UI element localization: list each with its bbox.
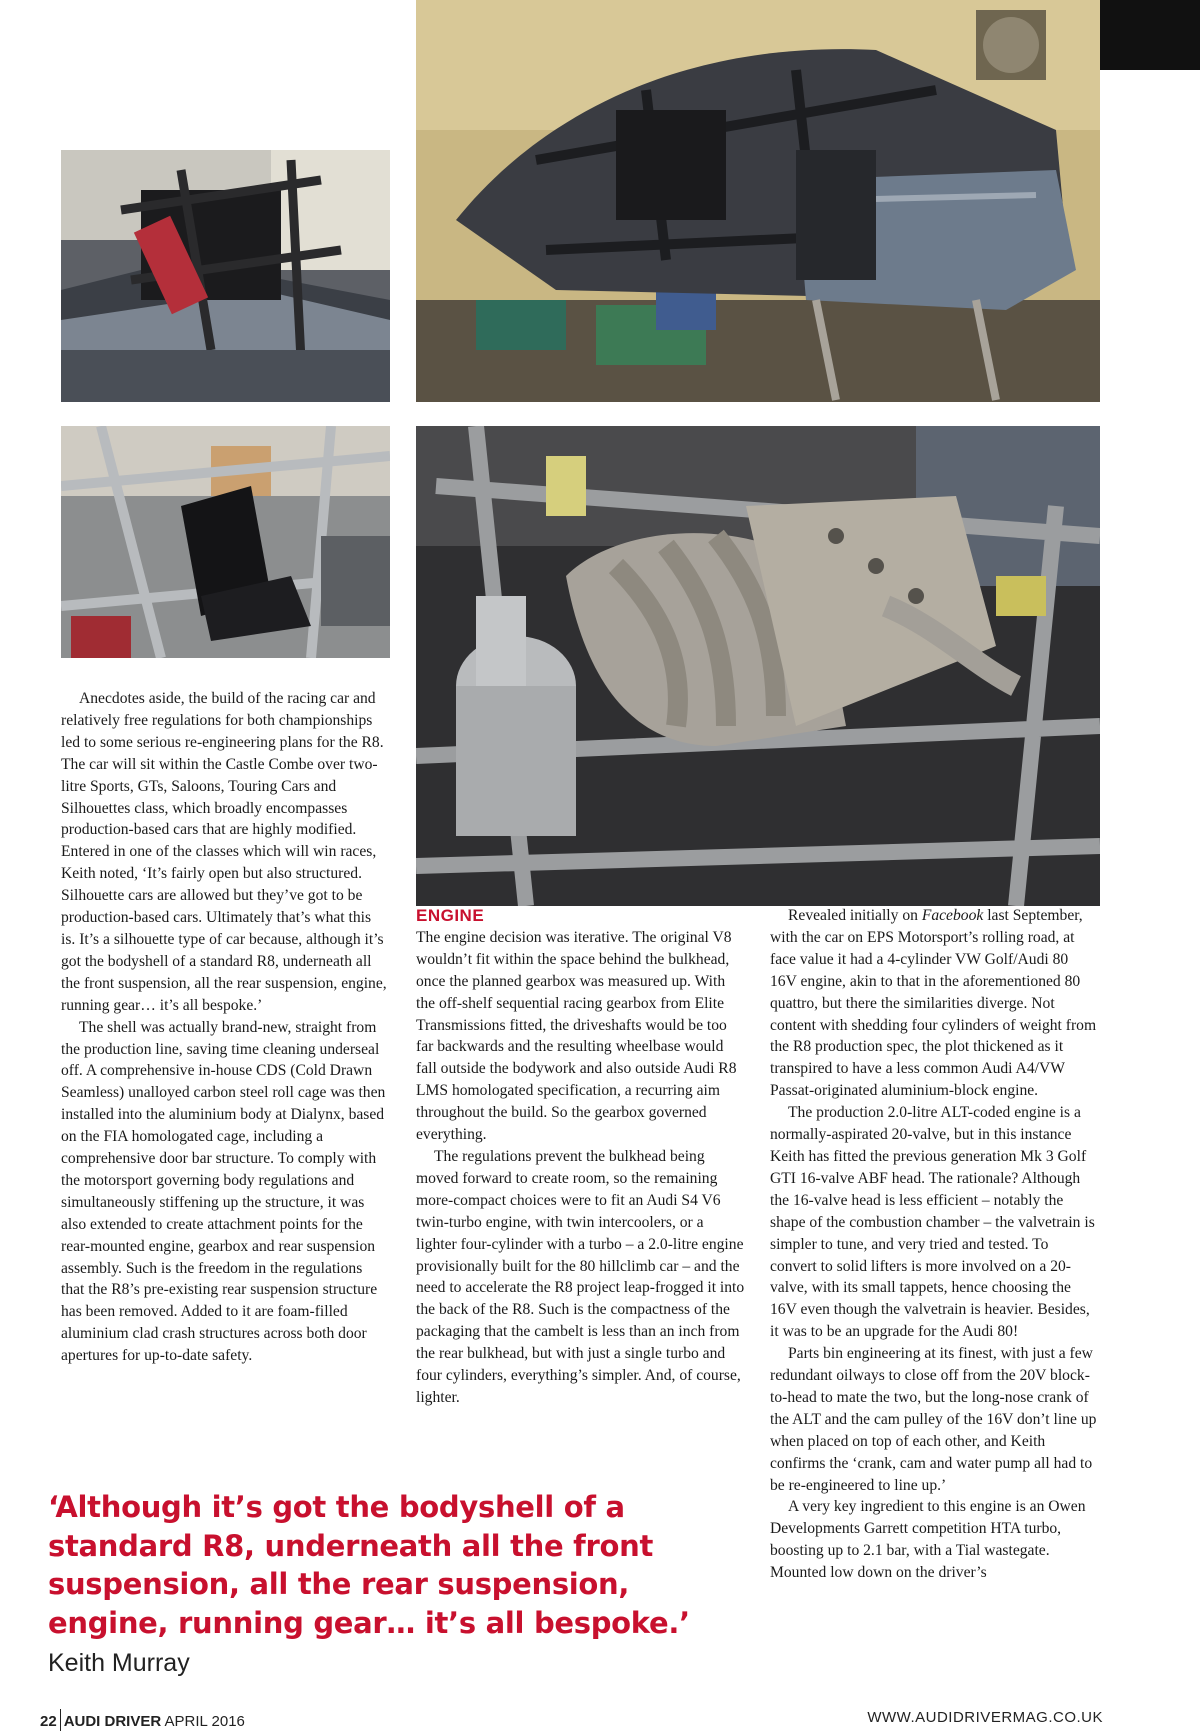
column-3: [770, 905, 1097, 1584]
website-url[interactable]: WWW.AUDIDRIVERMAG.CO.UK: [867, 1709, 1103, 1726]
photo-shell-workshop: [416, 0, 1100, 402]
photo-cockpit-seat: [61, 426, 390, 658]
column-2: [416, 905, 745, 1409]
column2-paragraph-1: The engine decision was iterative. The original V8 wouldn’t fit within the space behind the bulkhead, once the planned gearbox was measured up. With the off-shelf sequential racing gearbox from Elite Transmissions fitted, the driveshafts would be too far backwards and the resulting wheelbase would fall outside the bodywork and also outside Audi R8 LMS homologated specification, a recurring aim throughout the build. So the gearbox governed everything.: [416, 928, 737, 1144]
column3-paragraph-1: [770, 905, 1097, 1102]
photo-front-cage: [61, 150, 390, 402]
magazine-name: AUDI DRIVER: [63, 1713, 162, 1730]
section-heading-engine: ENGINE: [416, 906, 485, 925]
footer-left: [40, 1709, 245, 1731]
column1-paragraph-2: The shell was actually brand-new, straight from the production line, saving time cleaning underseal off. A comprehensive in-house CDS (Cold Drawn Seamless) unalloyed carbon steel roll cage was then installed into the aluminium body at Dialynx, based on the FIA homologated cage, including a comprehensive door bar structure. To comply with the motorsport governing body regulations and simultaneously stiffening up the structure, it was also extended to create attachment points for the rear-mounted engine, gearbox and rear suspension assembly. Such is the freedom in the regulations that the R8’s pre-existing rear suspension structure has been removed. Added to it are foam-filled aluminium clad crash structures across both door apertures for up-to-date safety.: [61, 1018, 386, 1365]
column3-p1-before: Revealed initially on: [788, 907, 922, 924]
column3-paragraph-3: Parts bin engineering at its finest, with just a few redundant oilways to close off from the 20V block-to-head to mate the two, but the long-nose crank of the ALT and the cam pulley of the 16V don’t line up when placed on top of each other, and Keith confirms the ‘crank, cam and water pump all had to be re-engineered to line up.’: [770, 1345, 1097, 1494]
column3-paragraph-2: The production 2.0-litre ALT-coded engine is a normally-aspirated 20-valve, but in this instance Keith has fitted the previous generation Mk 3 Golf GTI 16-valve ABF head. The rationale? Although the 16-valve head is less efficient – notably the shape of the combustion chamber – the valvetrain is simpler to tune, and very tried and tested. To convert to solid lifters is more involved on a 20-valve, with its small tappets, hence choosing the 16V even though the valvetrain is heavier. Besides, it was to be an upgrade for the Audi 80!: [770, 1104, 1095, 1341]
facebook-italic: Facebook: [921, 907, 984, 924]
pull-quote: [48, 1488, 748, 1683]
issue-date: APRIL 2016: [164, 1713, 245, 1730]
pull-quote-text: ‘Although it’s got the bodyshell of a standard R8, underneath all the front suspension, all the rear suspension, engine, running gear… it’s all bespoke.’: [48, 1490, 690, 1640]
page-number: 22: [40, 1713, 57, 1730]
column3-p1-after: last September, with the car on EPS Motorsport’s rolling road, at face value it had a 4-cylinder VW Golf/Audi 80 16V engine, akin to that in the aforementioned 80 quattro, but there the similarities diverge. Not content with shedding four cylinders of weight from the R8 production spec, the plot thickened as it transpired to have a less common Audi A4/VW Passat-originated aluminium-block engine.: [770, 907, 1097, 1100]
page-edge-black: [1100, 0, 1200, 70]
column-1: [61, 688, 388, 1367]
photo-engine-bay: [416, 426, 1100, 906]
footer-divider: [60, 1709, 61, 1731]
pull-quote-author: Keith Murray: [48, 1649, 190, 1677]
column3-paragraph-4: A very key ingredient to this engine is an Owen Developments Garrett competition HTA turbo, boosting up to 2.1 bar, with a Tial wastegate. Mounted low down on the driver’s: [770, 1498, 1086, 1582]
column1-paragraph-1: Anecdotes aside, the build of the racing car and relatively free regulations for both championships led to some serious re-engineering plans for the R8. The car will sit within the Castle Combe over two-litre Sports, GTs, Saloons, Touring Cars and Silhouettes class, which broadly encompasses production-based cars that are highly modified. Entered in one of the classes which will win races, Keith noted, ‘It’s fairly open but also structured. Silhouette cars are allowed but they’ve got to be production-based cars. Ultimately that’s what this is. It’s a silhouette type of car because, although it’s got the bodyshell of a standard R8, underneath all the front suspension, all the rear suspension, engine, running gear… it’s all bespoke.’: [61, 690, 387, 1014]
column2-paragraph-2: The regulations prevent the bulkhead being moved forward to create room, so the remaining more-compact choices were to fit an Audi S4 V6 twin-turbo engine, with twin intercoolers, or a lighter four-cylinder with a turbo – a 2.0-litre engine provisionally built for the 80 hillclimb car – and the need to accelerate the R8 project leap-frogged it into the back of the R8. Such is the compactness of the packaging that the cambelt is less than an inch from the rear bulkhead, but with just a single turbo and four cylinders, everything’s simpler. And, of course, lighter.: [416, 1147, 745, 1406]
